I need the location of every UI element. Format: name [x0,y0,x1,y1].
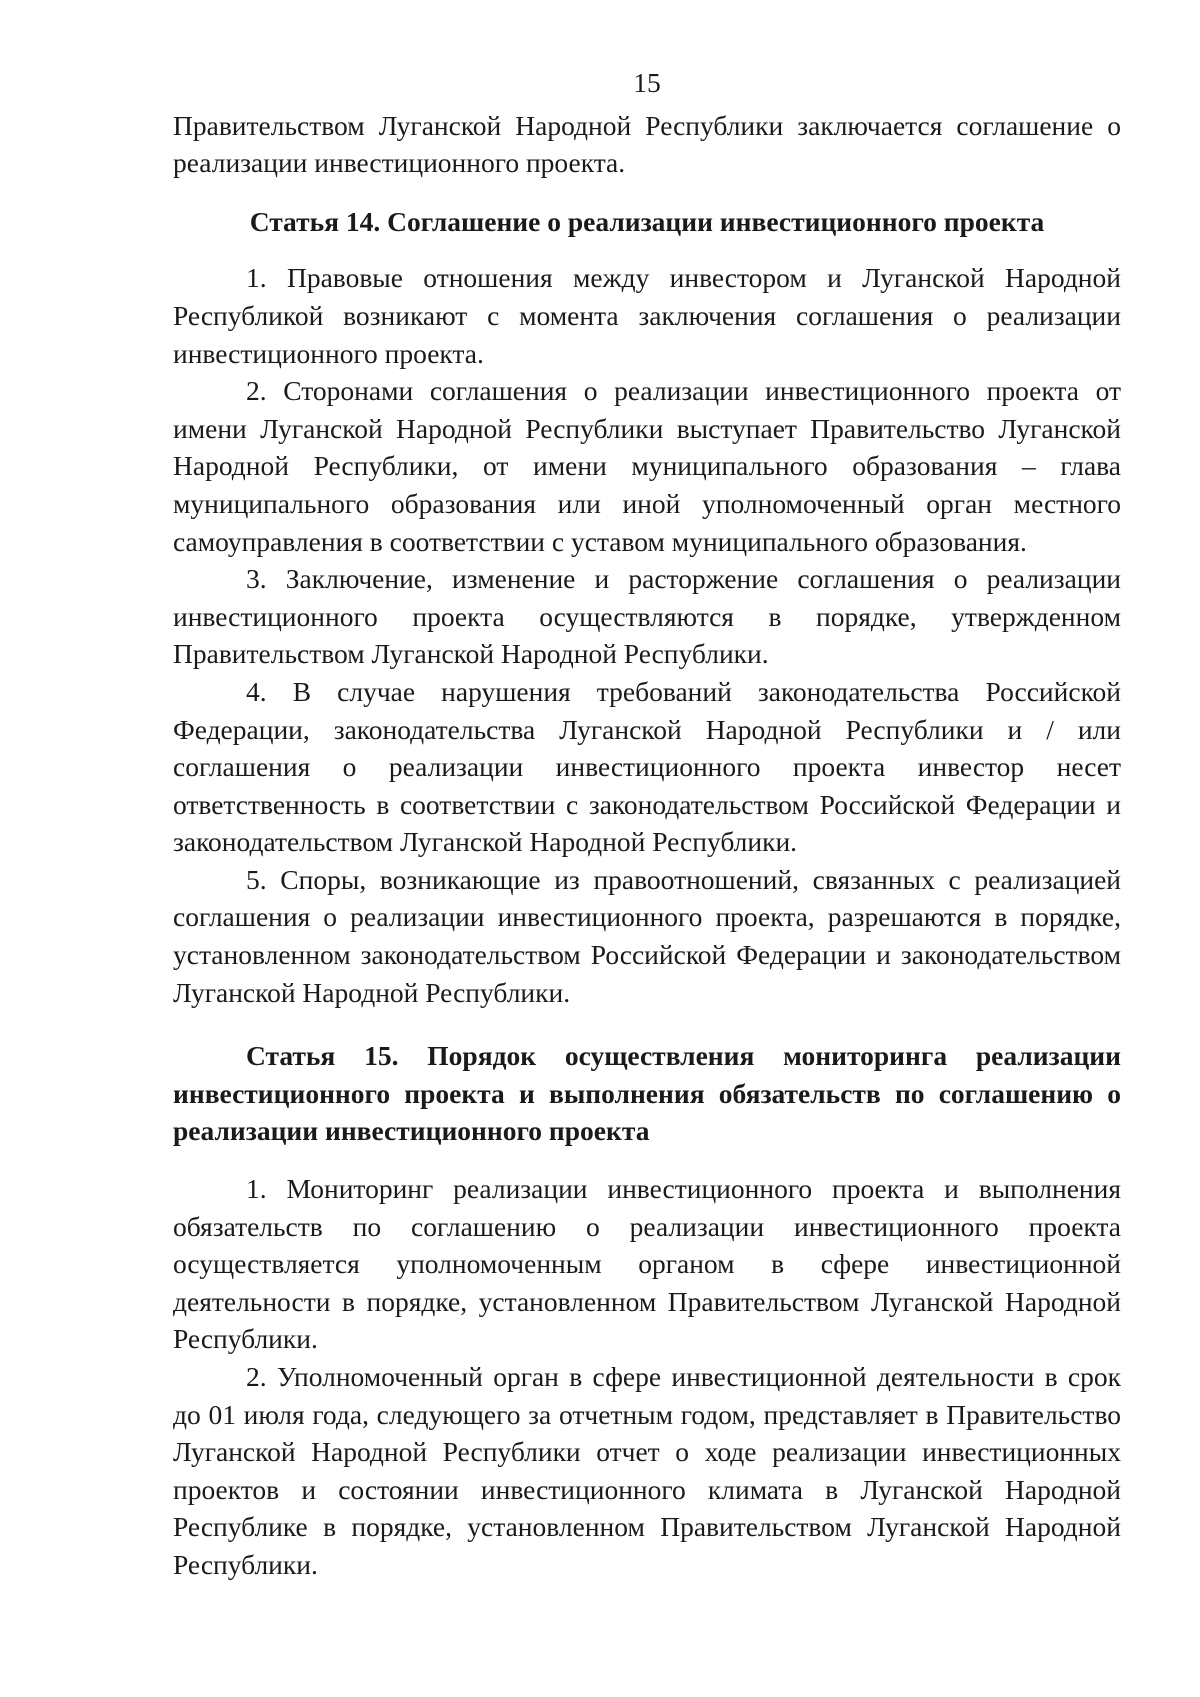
article-14-heading: Статья 14. Соглашение о реализации инвестиционного проекта [249,205,1045,237]
article-15-paragraph-2: 2. Уполномоченный орган в сфере инвестиционной деятельности в срок до 01 июля года, следующего за отчетным годом, представляет в Правительство Луганской Народной Республики отчет о ходе реализации инвестиционных проектов и состоянии инвестиционного климата в Луганской Народной Республике в порядке, установленном Правительством Луганской Народной Республики. [173,1361,1121,1580]
page-number: 15 [633,67,661,98]
article-14-paragraph-5: 5. Споры, возникающие из правоотношений, связанных с реализацией соглашения о реализации инвестиционного проекта, разрешаются в порядке, установленном законодательством Российской Федерации и законодательством Луганской Народной Республики. [173,863,1121,1008]
article-14-paragraph-2: 2. Сторонами соглашения о реализации инвестиционного проекта от имени Луганской Народной Республики выступает Правительство Луганской Народной Республики, от имени муниципального образования – глава муниципального образования или иной уполномоченный орган местного самоуправления в соответствии с уставом муниципального образования. [173,375,1121,557]
document-page [173,64,1121,1584]
article-15-paragraph-1: 1. Мониторинг реализации инвестиционного проекта и выполнения обязательств по соглашению о реализации инвестиционного проекта осуществляется уполномоченным органом в сфере инвестиционной деятельности в порядке, установленном Правительством Луганской Народной Республики. [173,1173,1121,1355]
article-14-paragraph-3: 3. Заключение, изменение и расторжение соглашения о реализации инвестиционного проекта осуществляются в порядке, утвержденном Правительством Луганской Народной Республики. [173,563,1121,670]
article-14-paragraph-4: 4. В случае нарушения требований законодательства Российской Федерации, законодательства Луганской Народной Республики и / или соглашения о реализации инвестиционного проекта инвестор несет ответственность в соответствии с законодательством Российской Федерации и законодательством Луганской Народной Республики. [173,675,1121,858]
intro-paragraph: Правительством Луганской Народной Республики заключается соглашение о реализации инвестиционного проекта. [173,109,1121,179]
article-15-heading: Статья 15. Порядок осуществления мониторинга реализации инвестиционного проекта и выполнения обязательств по соглашению о реализации инвестиционного проекта [173,1040,1121,1147]
article-14-paragraph-1: 1. Правовые отношения между инвестором и Луганской Народной Республикой возникают с момента заключения соглашения о реализации инвестиционного проекта. [173,262,1121,369]
